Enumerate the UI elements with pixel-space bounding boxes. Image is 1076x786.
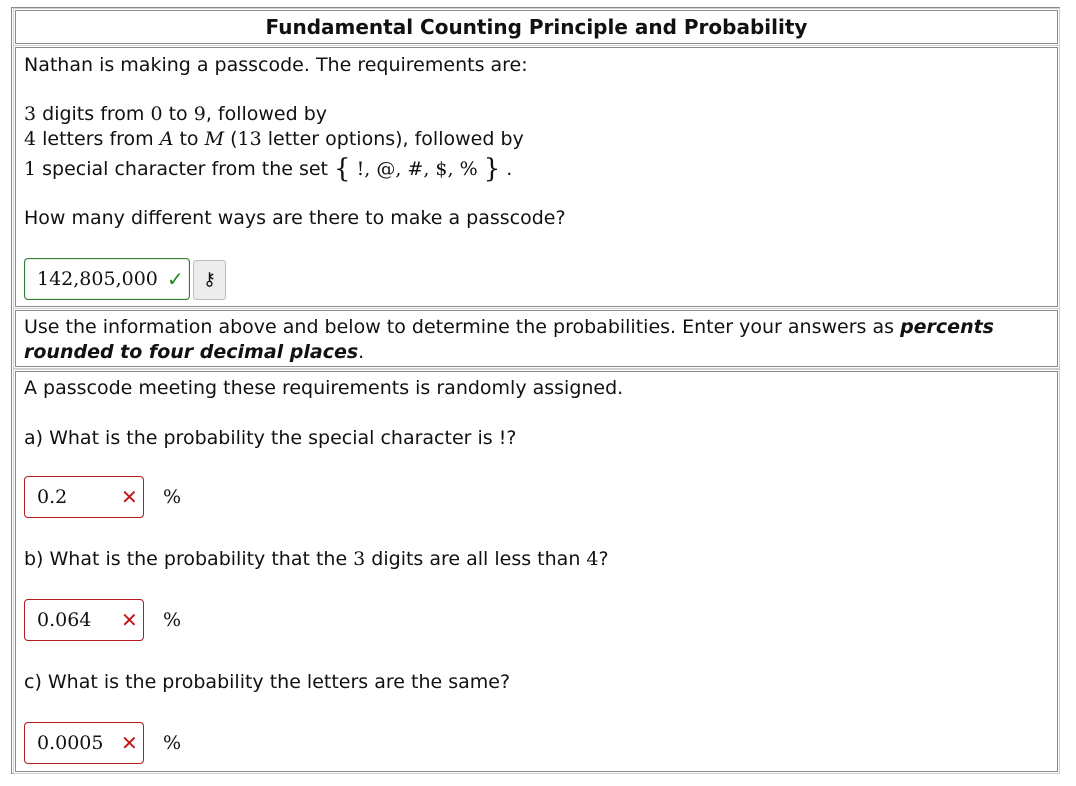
passcode-count-answer[interactable] bbox=[24, 258, 190, 300]
requirement-digits: 3 digits from 0 to 9, followed by bbox=[24, 103, 328, 125]
check-icon: ✓ bbox=[167, 267, 184, 291]
question-2-box bbox=[15, 371, 1058, 772]
requirement-letters: 4 letters from A to M (13 letter options), followed by bbox=[24, 128, 524, 150]
instructions-box bbox=[15, 310, 1058, 367]
answer-value: 0.2 bbox=[37, 486, 68, 508]
part-a-answer[interactable] bbox=[24, 476, 144, 518]
part-a-label: a) What is the probability the special character is !? bbox=[24, 427, 517, 449]
question-1-box bbox=[15, 47, 1058, 307]
question-1-intro: Nathan is making a passcode. The requirements are: bbox=[24, 54, 528, 76]
cross-icon: ✕ bbox=[121, 485, 138, 509]
title-box bbox=[15, 10, 1058, 44]
question-1-prompt: How many different ways are there to make a passcode? bbox=[24, 207, 566, 229]
page-title: Fundamental Counting Principle and Probability bbox=[265, 15, 808, 39]
percent-unit: % bbox=[163, 732, 182, 754]
answer-value: 142,805,000 bbox=[37, 268, 158, 290]
percent-unit: % bbox=[163, 609, 182, 631]
part-c-answer[interactable] bbox=[24, 722, 144, 764]
answer-value: 0.0005 bbox=[37, 732, 104, 754]
percent-unit: % bbox=[163, 486, 182, 508]
instructions-text: Use the information above and below to determine the probabilities. Enter your answers as percents rounded to four decimal places. bbox=[24, 316, 994, 363]
question-2-intro: A passcode meeting these requirements is randomly assigned. bbox=[24, 377, 624, 399]
cross-icon: ✕ bbox=[121, 731, 138, 755]
requirement-special-character: 1 special character from the set { !, @, #, $, % } . bbox=[24, 154, 513, 184]
cross-icon: ✕ bbox=[121, 608, 138, 632]
part-b-label: b) What is the probability that the 3 digits are all less than 4? bbox=[24, 548, 609, 570]
part-b-answer[interactable] bbox=[24, 599, 144, 641]
answer-value: 0.064 bbox=[37, 609, 92, 631]
part-c-label: c) What is the probability the letters are the same? bbox=[24, 671, 511, 693]
key-icon[interactable]: ⚷ bbox=[193, 260, 226, 300]
